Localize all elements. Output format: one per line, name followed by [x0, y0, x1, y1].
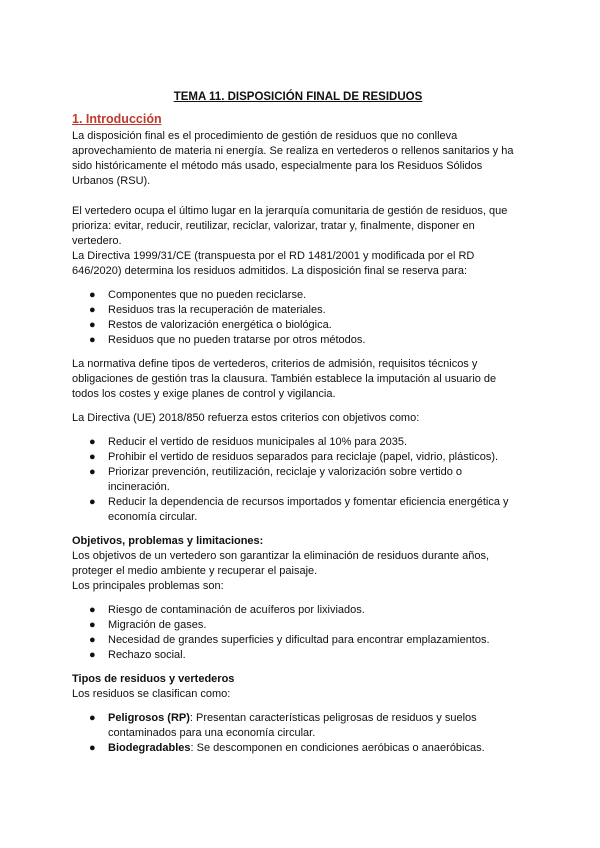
paragraph: Los objetivos de un vertedero son garantizar la eliminación de residuos durante años, proteger el medio ambiente y recuperar el paisaje.: [72, 550, 490, 577]
list-item: ● Prohibir el vertido de residuos separados para reciclaje (papel, vidrio, plásticos).: [89, 451, 499, 463]
bullet-list: [72, 711, 524, 756]
bullet-icon: ●: [89, 634, 96, 646]
bullet-list: [72, 603, 524, 663]
list-item: ● Reducir la dependencia de recursos importados y fomentar eficiencia energética y economía circular.: [89, 496, 509, 523]
bullet-icon: ●: [89, 604, 96, 616]
bullet-icon: ●: [89, 436, 96, 448]
paragraph: La normativa define tipos de vertederos, criterios de admisión, requisitos técnicos y obligaciones de gestión tras la clausura. También establece la imputación al usuario de todos los costes y exige planes de control y vigilancia.: [72, 358, 497, 400]
document-content: [72, 90, 524, 756]
section-heading-introduccion: 1. Introducción: [72, 112, 162, 126]
list-item: ● Restos de valorización energética o biológica.: [89, 319, 332, 331]
paragraph: Los principales problemas son:: [72, 580, 224, 592]
subheading-tipos: Tipos de residuos y vertederos: [72, 673, 235, 685]
bullet-icon: ●: [89, 619, 96, 631]
bullet-icon: ●: [89, 334, 96, 346]
subheading-objetivos: Objetivos, problemas y limitaciones:: [72, 535, 264, 547]
list-item: ● Residuos tras la recuperación de materiales.: [89, 304, 326, 316]
bullet-icon: ●: [89, 289, 96, 301]
bullet-icon: ●: [89, 712, 96, 724]
paragraph: La Directiva (UE) 2018/850 refuerza estos criterios con objetivos como:: [72, 412, 420, 424]
list-item: ● Biodegradables: Se descomponen en condiciones aeróbicas o anaeróbicas.: [89, 742, 485, 754]
list-item: ● Componentes que no pueden reciclarse.: [89, 289, 307, 301]
paragraph: El vertedero ocupa el último lugar en la jerarquía comunitaria de gestión de residuos, que prioriza: evitar, reducir, reutilizar, reciclar, valorizar, tratar y, finalmente, disponer en vertedero.: [72, 205, 508, 247]
list-item: ● Necesidad de grandes superficies y dificultad para encontrar emplazamientos.: [89, 634, 490, 646]
list-item: ● Riesgo de contaminación de acuíferos por lixiviados.: [89, 604, 365, 616]
bullet-icon: ●: [89, 649, 96, 661]
list-item: ● Reducir el vertido de residuos municipales al 10% para 2035.: [89, 436, 408, 448]
bullet-icon: ●: [89, 742, 96, 754]
paragraph: Los residuos se clasifican como:: [72, 688, 231, 700]
bullet-icon: ●: [89, 466, 96, 478]
bullet-icon: ●: [89, 319, 96, 331]
bullet-list: [72, 288, 524, 348]
paragraph: La Directiva 1999/31/CE (transpuesta por el RD 1481/2001 y modificada por el RD 646/2020) determina los residuos admitidos. La disposición final se reserva para:: [72, 250, 475, 277]
bullet-icon: ●: [89, 304, 96, 316]
bullet-icon: ●: [89, 451, 96, 463]
list-item: ● Rechazo social.: [89, 649, 186, 661]
bullet-icon: ●: [89, 496, 96, 508]
list-item: ● Residuos que no pueden tratarse por otros métodos.: [89, 334, 366, 346]
list-item: ● Peligrosos (RP): Presentan características peligrosas de residuos y suelos contaminados para una economía circular.: [89, 712, 477, 739]
document-title: TEMA 11. DISPOSICIÓN FINAL DE RESIDUOS: [173, 91, 423, 103]
list-item: ● Migración de gases.: [89, 619, 207, 631]
paragraph: La disposición final es el procedimiento de gestión de residuos que no conlleva aprovechamiento de materia ni energía. Se realiza en vertederos o rellenos sanitarios y ha sido históricamente el método más usado, especialmente para los Residuos Sólidos Urbanos (RSU).: [72, 130, 514, 187]
list-item: ● Priorizar prevención, reutilización, reciclaje y valorización sobre vertido o incineración.: [89, 466, 462, 493]
bullet-list: [72, 435, 524, 525]
